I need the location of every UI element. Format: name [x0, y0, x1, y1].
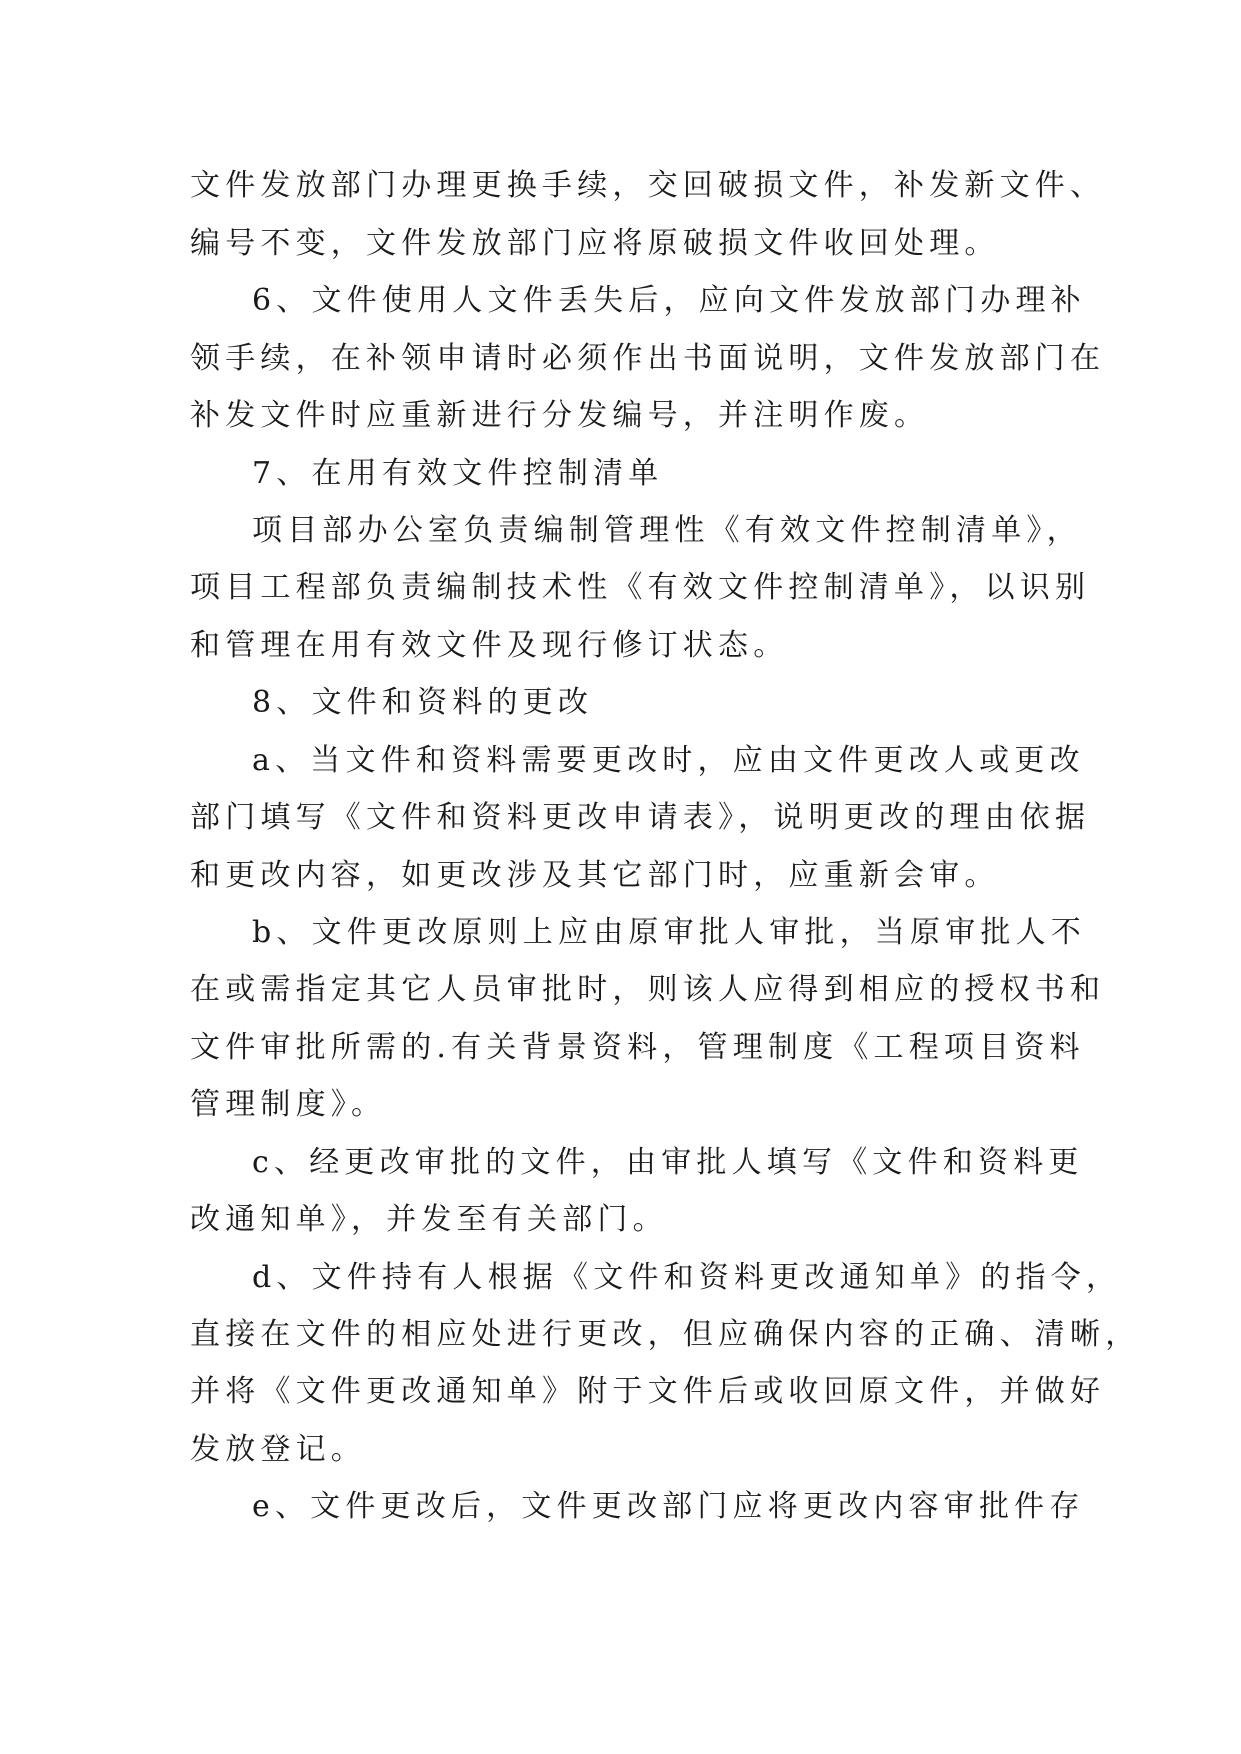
text-line: 项目部办公室负责编制管理性《有效文件控制清单》，: [252, 513, 1082, 548]
text-line: 8、文件和资料的更改: [252, 685, 594, 720]
text-line: 文件审批所需的.有关背景资料，管理制度《工程项目资料: [190, 1030, 1085, 1065]
text-line: 项目工程部负责编制技术性《有效文件控制清单》，以识别: [190, 570, 1091, 605]
text-line: b、文件更改原则上应由原审批人审批，当原审批人不: [252, 915, 1087, 950]
text-line: 发放登记。: [190, 1432, 366, 1467]
text-line: 和更改内容，如更改涉及其它部门时，应重新会审。: [190, 858, 1000, 893]
text-line: 6、文件使用人文件丢失后，应向文件发放部门办理补: [252, 283, 1086, 318]
text-line: 7、在用有效文件控制清单: [252, 456, 664, 491]
text-line: d、文件持有人根据《文件和资料更改通知单》的指令，: [252, 1260, 1122, 1295]
text-line: 在或需指定其它人员审批时，则该人应得到相应的授权书和: [190, 972, 1106, 1007]
text-line: 和管理在用有效文件及现行修订状态。: [190, 628, 789, 663]
text-line: 并将《文件更改通知单》附于文件后或收回原文件，并做好: [190, 1374, 1106, 1409]
text-line: e、文件更改后，文件更改部门应将更改内容审批件存: [252, 1489, 1085, 1524]
text-line: 部门填写《文件和资料更改申请表》，说明更改的理由依据: [190, 800, 1091, 835]
text-line: 编号不变，文件发放部门应将原破损文件收回处理。: [190, 226, 1000, 261]
text-line: a、当文件和资料需要更改时，应由文件更改人或更改: [252, 743, 1085, 778]
text-line: 改通知单》，并发至有关部门。: [190, 1202, 668, 1237]
text-line: 直接在文件的相应处进行更改，但应确保内容的正确、清晰，: [190, 1317, 1141, 1352]
text-line: 领手续，在补领申请时必须作出书面说明，文件发放部门在: [190, 341, 1106, 376]
text-line: 补发文件时应重新进行分发编号，并注明作废。: [190, 398, 930, 433]
text-line: 管理制度》。: [190, 1087, 387, 1122]
text-line: 文件发放部门办理更换手续，交回破损文件，补发新文件、: [190, 168, 1106, 203]
text-line: c、经更改审批的文件，由审批人填写《文件和资料更: [252, 1145, 1084, 1180]
